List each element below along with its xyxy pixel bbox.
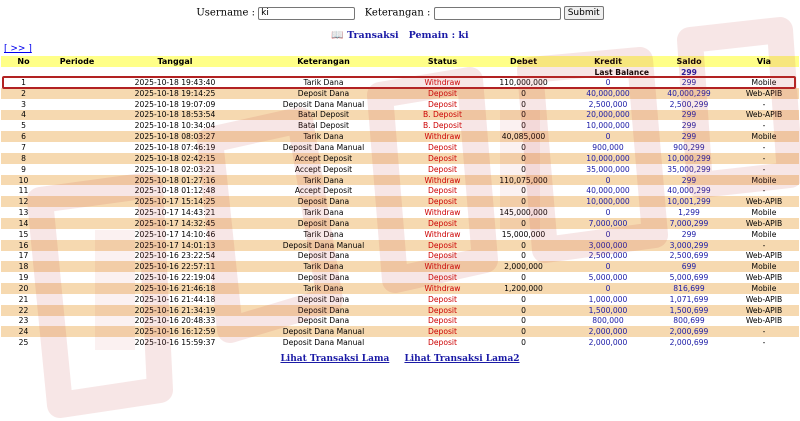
cell-kredit: 40,000,000	[567, 88, 649, 99]
column-header[interactable]: Saldo	[649, 56, 729, 67]
cell-saldo: 2,500,699	[649, 251, 729, 262]
table-row	[1, 207, 799, 218]
table-row	[1, 110, 799, 121]
cell-status: B. Deposit	[405, 110, 480, 121]
title-player: Pemain : ki	[408, 30, 469, 41]
cell-periode	[46, 99, 108, 110]
cell-status: Withdraw	[405, 261, 480, 272]
cell-debet: 0	[480, 218, 567, 229]
cell-keterangan: Deposit Dana Manual	[242, 142, 405, 153]
cell-debet: 0	[480, 185, 567, 196]
column-header[interactable]: Tanggal	[108, 56, 242, 67]
table-row	[1, 153, 799, 164]
cell-no: 21	[1, 294, 46, 305]
cell-keterangan: Deposit Dana Manual	[242, 337, 405, 348]
cell-debet: 0	[480, 240, 567, 251]
cell-kredit: 0	[567, 77, 649, 88]
cell-tanggal: 2025-10-16 22:19:04	[108, 272, 242, 283]
cell-periode	[46, 294, 108, 305]
cell-status: Deposit	[405, 142, 480, 153]
cell-no: 18	[1, 261, 46, 272]
cell-tanggal: 2025-10-18 01:27:16	[108, 175, 242, 186]
table-row	[1, 175, 799, 186]
cell-debet: 0	[480, 120, 567, 131]
cell-keterangan: Accept Deposit	[242, 164, 405, 175]
cell-periode	[46, 120, 108, 131]
table-row	[1, 185, 799, 196]
cell-status: Deposit	[405, 305, 480, 316]
cell-tanggal: 2025-10-18 08:03:27	[108, 131, 242, 142]
cell-via: Web-APIB	[729, 251, 799, 262]
column-header[interactable]: Keterangan	[242, 56, 405, 67]
cell-periode	[46, 229, 108, 240]
cell-via: Mobile	[729, 261, 799, 272]
cell-kredit: 0	[567, 131, 649, 142]
cell-status: Deposit	[405, 272, 480, 283]
column-header[interactable]: Via	[729, 56, 799, 67]
cell-tanggal: 2025-10-16 16:12:59	[108, 326, 242, 337]
cell-no: 5	[1, 120, 46, 131]
next-page-link[interactable]: [ >> ]	[4, 44, 32, 54]
cell-no: 6	[1, 131, 46, 142]
old-transactions-link[interactable]: Lihat Transaksi Lama	[280, 354, 390, 364]
cell-kredit: 900,000	[567, 142, 649, 153]
cell-no: 19	[1, 272, 46, 283]
cell-tanggal: 2025-10-18 02:03:21	[108, 164, 242, 175]
cell-debet: 0	[480, 272, 567, 283]
cell-saldo: 2,000,699	[649, 337, 729, 348]
cell-via: Web-APIB	[729, 294, 799, 305]
cell-tanggal: 2025-10-18 19:07:09	[108, 99, 242, 110]
cell-keterangan: Tarik Dana	[242, 77, 405, 88]
cell-kredit: 3,000,000	[567, 240, 649, 251]
cell-keterangan: Tarik Dana	[242, 207, 405, 218]
cell-via: Web-APIB	[729, 110, 799, 121]
cell-via: Mobile	[729, 207, 799, 218]
cell-tanggal: 2025-10-17 14:01:13	[108, 240, 242, 251]
cell-kredit: 35,000,000	[567, 164, 649, 175]
cell-keterangan: Tarik Dana	[242, 229, 405, 240]
keterangan-label: Keterangan :	[364, 7, 431, 19]
cell-kredit: 2,500,000	[567, 99, 649, 110]
cell-tanggal: 2025-10-18 19:14:25	[108, 88, 242, 99]
cell-no: 25	[1, 337, 46, 348]
cell-saldo: 1,299	[649, 207, 729, 218]
cell-kredit: 5,000,000	[567, 272, 649, 283]
cell-via: Web-APIB	[729, 218, 799, 229]
cell-saldo: 40,000,299	[649, 185, 729, 196]
cell-no: 22	[1, 305, 46, 316]
cell-debet: 1,200,000	[480, 283, 567, 294]
cell-via: Mobile	[729, 131, 799, 142]
cell-periode	[46, 261, 108, 272]
cell-via: -	[729, 142, 799, 153]
cell-no: 16	[1, 240, 46, 251]
cell-status: B. Deposit	[405, 120, 480, 131]
cell-saldo: 699	[649, 261, 729, 272]
cell-keterangan: Deposit Dana	[242, 196, 405, 207]
cell-via: -	[729, 337, 799, 348]
cell-keterangan: Tarik Dana	[242, 131, 405, 142]
cell-tanggal: 2025-10-16 15:59:37	[108, 337, 242, 348]
table-row	[1, 251, 799, 262]
book-icon: 📖	[331, 30, 344, 41]
cell-saldo: 299	[649, 120, 729, 131]
cell-debet: 0	[480, 153, 567, 164]
cell-debet: 0	[480, 142, 567, 153]
cell-keterangan: Deposit Dana	[242, 251, 405, 262]
table-row	[1, 218, 799, 229]
cell-tanggal: 2025-10-17 14:10:46	[108, 229, 242, 240]
cell-status: Withdraw	[405, 77, 480, 88]
cell-kredit: 2,000,000	[567, 326, 649, 337]
cell-via: -	[729, 99, 799, 110]
cell-via: Web-APIB	[729, 88, 799, 99]
page-title	[0, 30, 800, 41]
table-row	[1, 261, 799, 272]
cell-saldo: 1,500,699	[649, 305, 729, 316]
cell-debet: 0	[480, 196, 567, 207]
cell-saldo: 5,000,699	[649, 272, 729, 283]
cell-tanggal: 2025-10-18 07:46:19	[108, 142, 242, 153]
cell-status: Deposit	[405, 185, 480, 196]
cell-via: Mobile	[729, 229, 799, 240]
cell-periode	[46, 110, 108, 121]
table-row	[1, 88, 799, 99]
cell-via: Mobile	[729, 283, 799, 294]
cell-keterangan: Deposit Dana Manual	[242, 326, 405, 337]
search-bar	[0, 6, 800, 20]
table-row	[1, 283, 799, 294]
cell-keterangan: Accept Deposit	[242, 153, 405, 164]
table-header-row	[1, 56, 799, 67]
cell-tanggal: 2025-10-18 10:34:04	[108, 120, 242, 131]
cell-periode	[46, 88, 108, 99]
cell-status: Deposit	[405, 153, 480, 164]
cell-status: Deposit	[405, 218, 480, 229]
table-row	[1, 229, 799, 240]
cell-periode	[46, 305, 108, 316]
table-row	[1, 305, 799, 316]
cell-status: Deposit	[405, 326, 480, 337]
cell-no: 7	[1, 142, 46, 153]
cell-kredit: 20,000,000	[567, 110, 649, 121]
cell-kredit: 0	[567, 207, 649, 218]
cell-periode	[46, 251, 108, 262]
cell-saldo: 2,500,299	[649, 99, 729, 110]
cell-saldo: 800,699	[649, 316, 729, 327]
cell-via: Web-APIB	[729, 316, 799, 327]
cell-periode	[46, 337, 108, 348]
cell-keterangan: Batal Deposit	[242, 120, 405, 131]
cell-via: Mobile	[729, 175, 799, 186]
cell-no: 9	[1, 164, 46, 175]
cell-debet: 0	[480, 316, 567, 327]
cell-no: 24	[1, 326, 46, 337]
cell-via: Web-APIB	[729, 272, 799, 283]
column-header[interactable]: Periode	[46, 56, 108, 67]
cell-keterangan: Deposit Dana	[242, 316, 405, 327]
cell-periode	[46, 316, 108, 327]
cell-debet: 0	[480, 337, 567, 348]
cell-keterangan: Tarik Dana	[242, 175, 405, 186]
cell-no: 12	[1, 196, 46, 207]
cell-saldo: 7,000,299	[649, 218, 729, 229]
cell-keterangan: Deposit Dana	[242, 88, 405, 99]
cell-status: Deposit	[405, 251, 480, 262]
cell-no: 13	[1, 207, 46, 218]
cell-tanggal: 2025-10-18 19:43:40	[108, 77, 242, 88]
cell-status: Withdraw	[405, 131, 480, 142]
bottom-links	[0, 354, 800, 364]
cell-debet: 2,000,000	[480, 261, 567, 272]
last-balance-value: 299	[649, 67, 729, 77]
last-balance-label: Last Balance	[1, 67, 649, 77]
last-balance-row	[1, 67, 799, 77]
cell-kredit: 2,500,000	[567, 251, 649, 262]
cell-keterangan: Deposit Dana	[242, 305, 405, 316]
column-header[interactable]: Status	[405, 56, 480, 67]
cell-periode	[46, 175, 108, 186]
keterangan-input[interactable]	[434, 7, 561, 20]
cell-status: Withdraw	[405, 175, 480, 186]
cell-tanggal: 2025-10-18 01:12:48	[108, 185, 242, 196]
cell-no: 23	[1, 316, 46, 327]
cell-status: Withdraw	[405, 229, 480, 240]
cell-keterangan: Deposit Dana	[242, 272, 405, 283]
transactions-table	[1, 56, 799, 348]
cell-tanggal: 2025-10-16 20:48:33	[108, 316, 242, 327]
cell-periode	[46, 207, 108, 218]
cell-no: 8	[1, 153, 46, 164]
cell-keterangan: Tarik Dana	[242, 261, 405, 272]
cell-kredit: 10,000,000	[567, 196, 649, 207]
cell-periode	[46, 185, 108, 196]
cell-debet: 110,000,000	[480, 77, 567, 88]
cell-tanggal: 2025-10-16 21:46:18	[108, 283, 242, 294]
cell-keterangan: Tarik Dana	[242, 283, 405, 294]
table-row	[1, 240, 799, 251]
cell-status: Deposit	[405, 294, 480, 305]
table-row	[1, 142, 799, 153]
cell-tanggal: 2025-10-17 14:43:21	[108, 207, 242, 218]
cell-saldo: 299	[649, 229, 729, 240]
cell-no: 14	[1, 218, 46, 229]
cell-kredit: 7,000,000	[567, 218, 649, 229]
cell-status: Deposit	[405, 240, 480, 251]
cell-via: -	[729, 120, 799, 131]
cell-status: Deposit	[405, 99, 480, 110]
cell-status: Deposit	[405, 337, 480, 348]
cell-via: Mobile	[729, 77, 799, 88]
cell-status: Withdraw	[405, 207, 480, 218]
cell-kredit: 0	[567, 283, 649, 294]
cell-no: 17	[1, 251, 46, 262]
cell-kredit: 0	[567, 229, 649, 240]
username-label: Username :	[196, 7, 255, 19]
cell-via: -	[729, 153, 799, 164]
cell-via: Web-APIB	[729, 305, 799, 316]
table-row	[1, 77, 799, 88]
cell-kredit: 40,000,000	[567, 185, 649, 196]
column-header[interactable]: Kredit	[567, 56, 649, 67]
cell-via: -	[729, 185, 799, 196]
cell-no: 20	[1, 283, 46, 294]
cell-debet: 15,000,000	[480, 229, 567, 240]
cell-periode	[46, 218, 108, 229]
cell-saldo: 40,000,299	[649, 88, 729, 99]
cell-kredit: 1,000,000	[567, 294, 649, 305]
cell-no: 11	[1, 185, 46, 196]
cell-tanggal: 2025-10-17 14:32:45	[108, 218, 242, 229]
cell-via: -	[729, 164, 799, 175]
cell-periode	[46, 240, 108, 251]
username-input[interactable]	[258, 7, 355, 20]
cell-status: Deposit	[405, 196, 480, 207]
cell-debet: 110,075,000	[480, 175, 567, 186]
cell-keterangan: Deposit Dana	[242, 294, 405, 305]
table-row	[1, 99, 799, 110]
cell-saldo: 2,000,699	[649, 326, 729, 337]
cell-tanggal: 2025-10-16 23:22:54	[108, 251, 242, 262]
cell-saldo: 299	[649, 175, 729, 186]
table-row	[1, 337, 799, 348]
cell-tanggal: 2025-10-16 21:34:19	[108, 305, 242, 316]
cell-status: Withdraw	[405, 283, 480, 294]
table-row	[1, 272, 799, 283]
cell-no: 3	[1, 99, 46, 110]
cell-kredit: 0	[567, 261, 649, 272]
cell-periode	[46, 77, 108, 88]
cell-status: Deposit	[405, 164, 480, 175]
title-prefix: Transaksi	[347, 30, 399, 41]
cell-periode	[46, 326, 108, 337]
table-row	[1, 120, 799, 131]
cell-debet: 40,085,000	[480, 131, 567, 142]
cell-debet: 0	[480, 164, 567, 175]
submit-button[interactable]: Submit	[564, 6, 604, 20]
cell-debet: 0	[480, 99, 567, 110]
table-row	[1, 131, 799, 142]
table-row	[1, 326, 799, 337]
cell-debet: 145,000,000	[480, 207, 567, 218]
table-row	[1, 196, 799, 207]
cell-saldo: 35,000,299	[649, 164, 729, 175]
cell-via: -	[729, 240, 799, 251]
cell-debet: 0	[480, 88, 567, 99]
column-header[interactable]: No	[1, 56, 46, 67]
cell-saldo: 299	[649, 131, 729, 142]
table-row	[1, 164, 799, 175]
cell-periode	[46, 153, 108, 164]
table-row	[1, 316, 799, 327]
cell-status: Deposit	[405, 316, 480, 327]
column-header[interactable]: Debet	[480, 56, 567, 67]
cell-tanggal: 2025-10-18 02:42:15	[108, 153, 242, 164]
cell-periode	[46, 272, 108, 283]
cell-tanggal: 2025-10-16 22:57:11	[108, 261, 242, 272]
cell-debet: 0	[480, 305, 567, 316]
cell-keterangan: Accept Deposit	[242, 185, 405, 196]
cell-kredit: 2,000,000	[567, 337, 649, 348]
cell-no: 1	[1, 77, 46, 88]
cell-saldo: 299	[649, 110, 729, 121]
cell-saldo: 1,071,699	[649, 294, 729, 305]
cell-periode	[46, 283, 108, 294]
cell-saldo: 900,299	[649, 142, 729, 153]
cell-kredit: 0	[567, 175, 649, 186]
table-row	[1, 294, 799, 305]
cell-keterangan: Deposit Dana Manual	[242, 240, 405, 251]
cell-via: Web-APIB	[729, 196, 799, 207]
cell-debet: 0	[480, 251, 567, 262]
cell-debet: 0	[480, 326, 567, 337]
cell-no: 10	[1, 175, 46, 186]
cell-kredit: 10,000,000	[567, 120, 649, 131]
cell-kredit: 800,000	[567, 316, 649, 327]
old-transactions-link-2[interactable]: Lihat Transaksi Lama2	[404, 354, 520, 364]
cell-via: -	[729, 326, 799, 337]
cell-periode	[46, 164, 108, 175]
cell-saldo: 816,699	[649, 283, 729, 294]
cell-debet: 0	[480, 110, 567, 121]
cell-keterangan: Deposit Dana Manual	[242, 99, 405, 110]
cell-no: 15	[1, 229, 46, 240]
cell-periode	[46, 142, 108, 153]
cell-no: 4	[1, 110, 46, 121]
cell-debet: 0	[480, 294, 567, 305]
cell-saldo: 299	[649, 77, 729, 88]
cell-periode	[46, 196, 108, 207]
cell-saldo: 3,000,299	[649, 240, 729, 251]
cell-tanggal: 2025-10-18 18:53:54	[108, 110, 242, 121]
cell-tanggal: 2025-10-17 15:14:25	[108, 196, 242, 207]
cell-no: 2	[1, 88, 46, 99]
cell-saldo: 10,001,299	[649, 196, 729, 207]
cell-tanggal: 2025-10-16 21:44:18	[108, 294, 242, 305]
cell-keterangan: Batal Deposit	[242, 110, 405, 121]
cell-keterangan: Deposit Dana	[242, 218, 405, 229]
cell-saldo: 10,000,299	[649, 153, 729, 164]
cell-kredit: 10,000,000	[567, 153, 649, 164]
cell-status: Deposit	[405, 88, 480, 99]
cell-periode	[46, 131, 108, 142]
cell-kredit: 1,500,000	[567, 305, 649, 316]
